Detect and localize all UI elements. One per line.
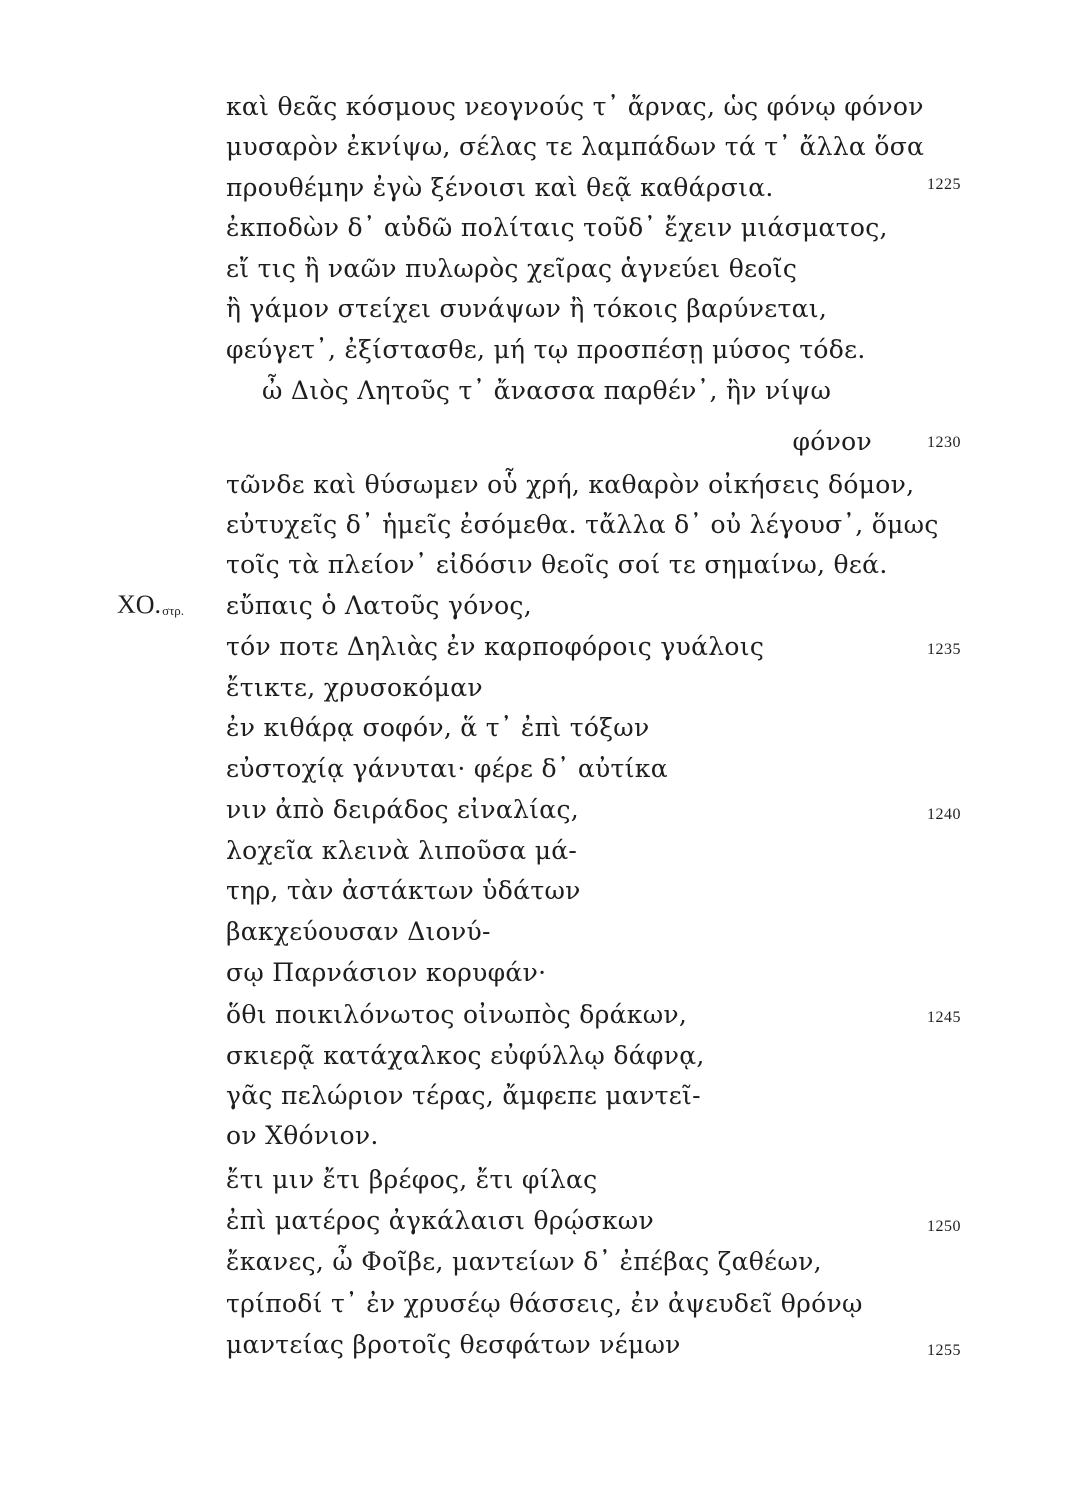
verse-line: σῳ Παρνάσιον κορυφάν· [226,958,547,987]
line-number: 1235 [927,641,961,658]
verse-line: λοχεῖα κλεινὰ λιποῦσα μά- [226,836,578,865]
line-number: 1240 [927,806,961,823]
verse-line: ον Χθόνιον. [226,1121,379,1150]
verse-line: ἔτι μιν ἔτι βρέφος, ἔτι φίλας [226,1165,598,1194]
verse-line: τοῖς τὰ πλείον᾽ εἰδόσιν θεοῖς σοί τε σημαίνω, θεά. [226,550,888,579]
verse-line: ὅθι ποικιλόνωτος οἰνωπὸς δράκων, [226,1000,688,1029]
verse-line: νιν ἀπὸ δειράδος εἰναλίας, [226,795,580,824]
verse-line: τόν ποτε Δηλιὰς ἐν καρποφόροις γυάλοις [226,632,765,661]
strophe-marker: στρ. [162,603,185,618]
verse-line-continuation: φόνον [792,427,872,456]
verse-line: ὦ Διὸς Λητοῦς τ᾽ ἄνασσα παρθέν᾽, ἢν νίψω [262,376,832,405]
line-number: 1225 [927,176,961,193]
speaker-name: ΧΟ. [117,590,162,619]
verse-line: φεύγετ᾽, ἐξίστασθε, μή τῳ προσπέσῃ μύσος τόδε. [226,335,866,364]
verse-line: ἔτικτε, χρυσοκόμαν [226,673,483,702]
verse-line: τηρ, τὰν ἀστάκτων ὑδάτων [226,876,581,905]
verse-line: τρίποδί τ᾽ ἐν χρυσέῳ θάσσεις, ἐν ἀψευδεῖ θρόνῳ [226,1289,863,1318]
verse-line: εὐτυχεῖς δ᾽ ἡμεῖς ἐσόμεθα. τἄλλα δ᾽ οὐ λέγουσ᾽, ὅμως [226,510,939,539]
line-number: 1255 [927,1342,961,1359]
verse-line: μαντείας βροτοῖς θεσφάτων νέμων [226,1330,681,1359]
verse-line: ἔκανες, ὦ Φοῖβε, μαντείων δ᾽ ἐπέβας ζαθέων, [226,1247,822,1276]
verse-line: εὐστοχίᾳ γάνυται· φέρε δ᾽ αὐτίκα [226,754,668,783]
verse-line: ἐν κιθάρᾳ σοφόν, ἅ τ᾽ ἐπὶ τόξων [226,713,650,742]
verse-line: γᾶς πελώριον τέρας, ἄμφεπε μαντεῖ- [226,1081,701,1110]
verse-line: τῶνδε καὶ θύσωμεν οὗ χρή, καθαρὸν οἰκήσεις δόμον, [226,470,915,499]
line-number: 1250 [927,1218,961,1235]
verse-line: σκιερᾷ κατάχαλκος εὐφύλλῳ δάφνᾳ, [226,1041,705,1070]
verse-line: ἐκποδὼν δ᾽ αὐδῶ πολίταις τοῦδ᾽ ἔχειν μιάσματος, [226,213,888,242]
verse-line: βακχεύουσαν Διονύ- [226,917,491,946]
verse-line: ἐπὶ ματέρος ἀγκάλαισι θρῴσκων [226,1206,654,1235]
verse-line: καὶ θεᾶς κόσμους νεογνούς τ᾽ ἄρνας, ὡς φόνῳ φόνον [226,92,924,121]
line-number: 1230 [927,434,961,451]
verse-line: προυθέμην ἐγὼ ξένοισι καὶ θεᾷ καθάρσια. [226,173,774,202]
verse-line: μυσαρὸν ἐκνίψω, σέλας τε λαμπάδων τά τ᾽ ἄλλα ὅσα [226,132,925,161]
line-number: 1245 [927,1009,961,1026]
verse-line: ἢ γάμον στείχει συνάψων ἢ τόκοις βαρύνεται, [226,294,828,323]
verse-line: εἴ τις ἢ ναῶν πυλωρὸς χεῖρας ἁγνεύει θεοῖς [226,254,798,283]
speaker-label [117,590,184,626]
verse-line: εὔπαις ὁ Λατοῦς γόνος, [226,591,532,620]
